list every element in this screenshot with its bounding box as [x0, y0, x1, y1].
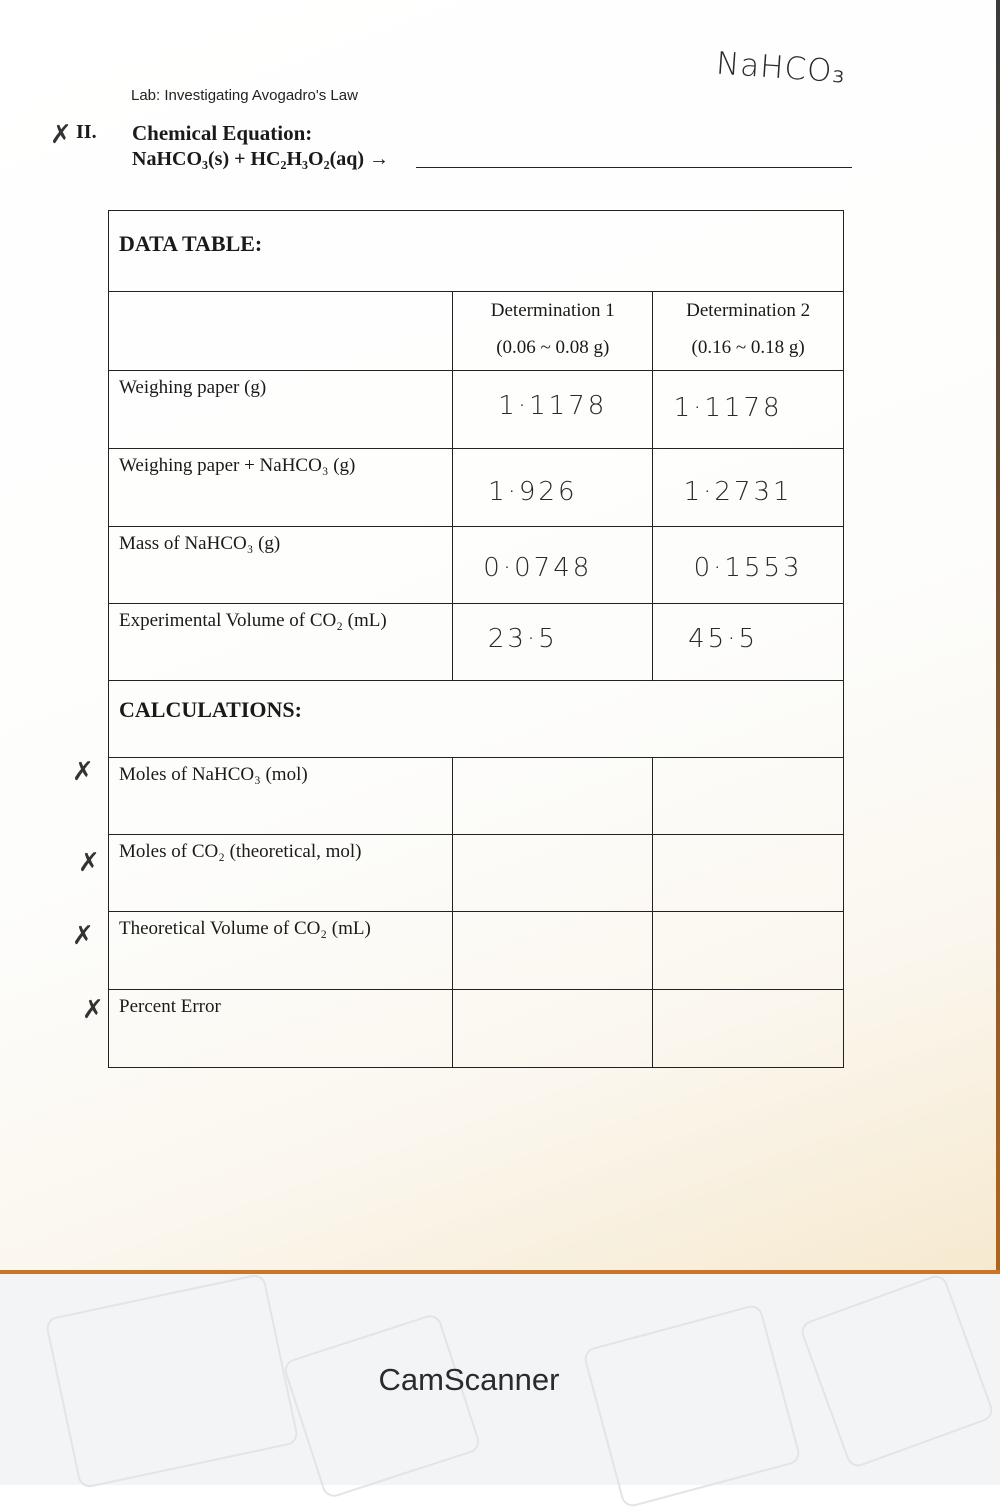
row-label-cell — [109, 449, 453, 527]
handwritten-value: 0·1553 — [693, 553, 803, 583]
value-cell — [653, 371, 844, 449]
row-label: Experimental Volume of CO₂ (mL) — [119, 610, 387, 631]
lab-title: Lab: Investigating Avogadro's Law — [131, 87, 358, 104]
row-label: Percent Error — [119, 996, 221, 1017]
calculations-caption-row — [109, 681, 844, 758]
header-cell-determination-2 — [653, 292, 844, 371]
row-label: Theoretical Volume of CO₂ (mL) — [119, 918, 371, 939]
row-label: Mass of NaHCO₃ (g) — [119, 533, 281, 554]
table-row — [109, 449, 844, 527]
table-row — [109, 912, 844, 990]
table-row — [109, 835, 844, 912]
determination-2-range: (0.16 ~ 0.18 g) — [691, 337, 805, 358]
table-row — [109, 371, 844, 449]
row-label: Moles of NaHCO₃ (mol) — [119, 764, 308, 785]
row-label: Moles of CO₂ (theoretical, mol) — [119, 841, 362, 862]
row-label-cell — [109, 912, 453, 990]
empty-value-cell — [453, 758, 653, 835]
table-row — [109, 758, 844, 835]
footer-decoration — [282, 1312, 482, 1500]
row-label-cell — [109, 758, 453, 835]
empty-value-cell — [653, 912, 844, 990]
value-cell — [453, 449, 653, 527]
row-label-cell — [109, 604, 453, 681]
empty-value-cell — [453, 990, 653, 1068]
row-label-cell — [109, 371, 453, 449]
footer-decoration — [582, 1303, 802, 1509]
margin-x-mark: ✗ — [50, 120, 72, 150]
margin-x-mark: ✗ — [72, 757, 94, 787]
value-cell — [653, 527, 844, 604]
data-table — [108, 210, 844, 1068]
section-number: II. — [76, 121, 97, 143]
determination-2-title: Determination 2 — [686, 300, 811, 321]
row-label-cell — [109, 527, 453, 604]
empty-value-cell — [653, 835, 844, 912]
value-cell — [453, 527, 653, 604]
data-table-caption-row — [109, 211, 844, 292]
calculations-caption: CALCULATIONS: — [119, 697, 302, 722]
equation-answer-line — [416, 167, 852, 168]
empty-value-cell — [453, 912, 653, 990]
section-title: Chemical Equation: — [132, 121, 313, 145]
empty-value-cell — [453, 835, 653, 912]
value-cell — [653, 449, 844, 527]
camscanner-watermark: CamScanner — [378, 1362, 560, 1397]
margin-x-mark: ✗ — [78, 848, 100, 878]
handwritten-value: 0·0748 — [483, 553, 593, 583]
column-header-row — [109, 292, 844, 371]
empty-value-cell — [653, 990, 844, 1068]
table-row — [109, 990, 844, 1068]
margin-x-mark: ✗ — [72, 921, 94, 951]
handwritten-top-note: NaHCO₃ — [714, 45, 848, 91]
chemical-equation: NaHCO₃(s) + HC₂H₃O₂(aq) → — [132, 148, 390, 170]
handwritten-value: 1·926 — [488, 477, 578, 507]
calculations-caption-cell — [109, 681, 844, 758]
row-label: Weighing paper (g) — [119, 377, 267, 398]
margin-x-mark: ✗ — [82, 995, 104, 1025]
value-cell — [653, 604, 844, 681]
data-table-caption: DATA TABLE: — [119, 231, 263, 256]
row-label: Weighing paper + NaHCO₃ (g) — [119, 455, 356, 476]
page-edge-right — [996, 0, 1000, 1272]
value-cell — [453, 371, 653, 449]
data-table-caption-cell — [109, 211, 844, 292]
row-label-cell — [109, 990, 453, 1068]
handwritten-value: 45·5 — [688, 624, 759, 654]
determination-1-range: (0.06 ~ 0.08 g) — [496, 337, 610, 358]
empty-value-cell — [653, 758, 844, 835]
handwritten-value: 23·5 — [487, 624, 558, 654]
header-cell-determination-1 — [453, 292, 653, 371]
handwritten-value: 1·2731 — [683, 477, 793, 507]
determination-1-title: Determination 1 — [490, 300, 615, 321]
value-cell — [453, 604, 653, 681]
header-blank-cell — [109, 292, 453, 371]
handwritten-value: 1·1178 — [498, 391, 608, 421]
handwritten-value: 1·1178 — [673, 393, 783, 423]
row-label-cell — [109, 835, 453, 912]
table-row — [109, 604, 844, 681]
table-row — [109, 527, 844, 604]
